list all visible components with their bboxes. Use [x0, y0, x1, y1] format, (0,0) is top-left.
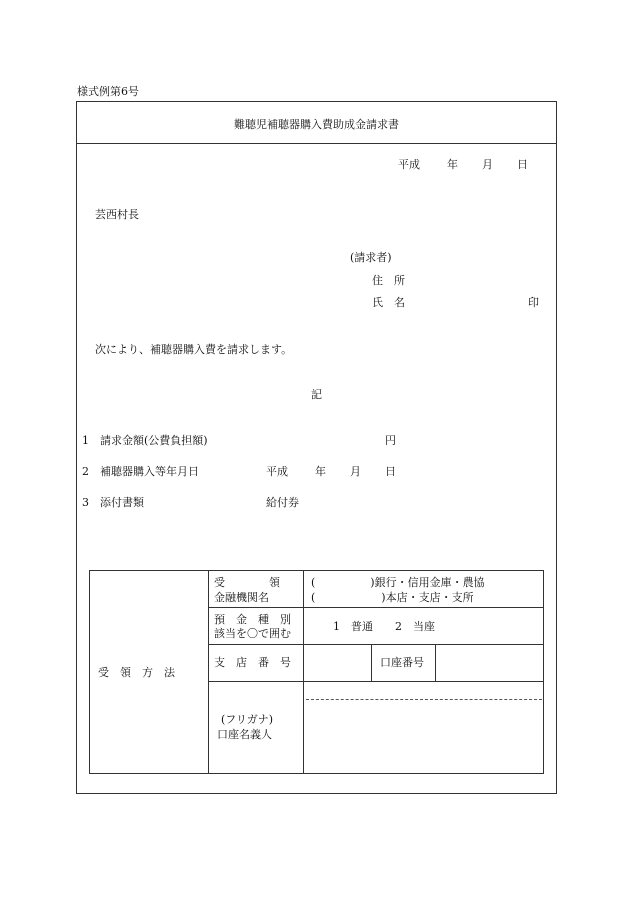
- item-1-number: 1: [82, 434, 89, 447]
- divider: [303, 571, 304, 773]
- seal-mark: 印: [528, 296, 539, 309]
- ki-heading: 記: [311, 388, 322, 401]
- deposit-type-value: 1 普通 2 当座: [333, 620, 435, 633]
- requester-label: (請求者): [350, 251, 392, 264]
- item-2-number: 2: [82, 465, 89, 478]
- intro-text: 次により、補聴器購入費を請求します。: [95, 343, 293, 356]
- item-1-value: 円: [385, 434, 396, 447]
- name-label: 氏 名: [372, 296, 405, 309]
- item-2-year: 年: [315, 465, 326, 478]
- date-year: 年: [447, 158, 458, 171]
- item-2-era: 平成: [266, 465, 288, 478]
- deposit-type-label-1: 預 金 種 別: [214, 613, 291, 626]
- receipt-method-label: 受 領 方 法: [98, 666, 175, 679]
- branch-number-label: 支 店 番 号: [214, 656, 291, 669]
- item-3-label: 添付書類: [100, 496, 144, 509]
- furigana-label: (フリガナ): [221, 713, 274, 726]
- divider: [435, 645, 436, 682]
- deposit-type-label-2: 該当を〇で囲む: [214, 627, 291, 640]
- divider: [208, 644, 544, 645]
- receipt-method-table: [89, 570, 544, 774]
- institution-value-1: ( )銀行・信用金庫・農協: [311, 576, 485, 589]
- divider: [208, 681, 544, 682]
- item-1-label: 請求金額(公費負担額): [100, 434, 208, 447]
- item-3-number: 3: [82, 496, 89, 509]
- item-2-day: 日: [385, 465, 396, 478]
- address-label: 住 所: [372, 274, 405, 287]
- furigana-dashed-line: [306, 699, 542, 700]
- divider: [208, 571, 209, 773]
- institution-label-1: 受 領: [214, 576, 280, 589]
- addressee: 芸西村長: [95, 208, 139, 221]
- date-era: 平成: [398, 158, 420, 171]
- divider: [208, 607, 544, 608]
- account-number-label: 口座番号: [380, 656, 424, 669]
- date-month: 月: [482, 158, 493, 171]
- institution-label-2: 金融機関名: [214, 591, 269, 604]
- form-number-label: 様式例第6号: [77, 85, 139, 98]
- institution-value-2: ( )本店・支店・支所: [311, 591, 474, 604]
- account-holder-label: 口座名義人: [217, 728, 272, 741]
- form-title: 難聴児補聴器購入費助成金請求書: [234, 118, 399, 131]
- title-row: [77, 102, 556, 144]
- item-2-month: 月: [350, 465, 361, 478]
- divider: [371, 645, 372, 682]
- item-3-value: 給付券: [266, 496, 299, 509]
- item-2-label: 補聴器購入等年月日: [100, 465, 199, 478]
- date-day: 日: [517, 158, 528, 171]
